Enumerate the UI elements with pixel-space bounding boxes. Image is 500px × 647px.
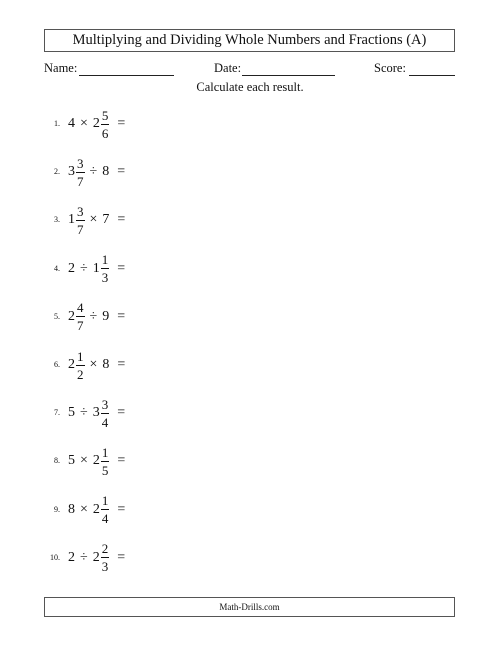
fraction bbox=[76, 157, 85, 188]
whole-number: 2 bbox=[68, 549, 75, 565]
problem-expression bbox=[68, 104, 125, 144]
fraction-denominator: 3 bbox=[101, 559, 109, 575]
whole-number: 4 bbox=[68, 116, 75, 131]
fraction bbox=[101, 446, 110, 477]
worksheet-title: Multiplying and Dividing Whole Numbers and Fractions (A) bbox=[72, 32, 427, 48]
operator: ÷ bbox=[80, 549, 88, 565]
fraction-numerator: 3 bbox=[77, 203, 84, 219]
whole-number: 9 bbox=[102, 308, 110, 324]
operator: ÷ bbox=[80, 405, 88, 421]
fraction bbox=[76, 205, 85, 236]
problem-number: 10. bbox=[50, 552, 60, 562]
whole-number: 8 bbox=[102, 357, 110, 372]
equals-sign: = bbox=[117, 357, 126, 372]
problem-number: 3. bbox=[54, 215, 60, 225]
problem-number: 9. bbox=[54, 504, 60, 514]
fraction-numerator: 3 bbox=[77, 155, 84, 171]
footer-box bbox=[44, 597, 455, 617]
fraction bbox=[101, 398, 110, 429]
name-label: Name: bbox=[44, 61, 78, 75]
fraction-numerator: 1 bbox=[101, 252, 109, 268]
whole-number: 1 bbox=[92, 260, 100, 276]
operator: × bbox=[80, 501, 88, 517]
whole-number: 8 bbox=[68, 501, 75, 517]
whole-number: 2 bbox=[68, 308, 75, 324]
equals-sign: = bbox=[117, 549, 126, 565]
problem-expression bbox=[68, 249, 125, 289]
problem-number: 4. bbox=[54, 263, 60, 273]
fraction-denominator: 3 bbox=[101, 270, 109, 286]
worksheet-title-box bbox=[44, 29, 455, 52]
problem-row bbox=[0, 441, 400, 481]
operator: ÷ bbox=[80, 260, 88, 276]
problem-number: 1. bbox=[54, 119, 60, 128]
problem-number: 8. bbox=[54, 456, 60, 466]
problem-row bbox=[0, 393, 400, 433]
problem-number: 5. bbox=[54, 311, 60, 321]
fraction bbox=[76, 301, 85, 332]
fraction-numerator: 1 bbox=[101, 444, 109, 460]
problem-expression bbox=[68, 538, 125, 578]
operator: ÷ bbox=[89, 308, 98, 324]
problem-row bbox=[0, 249, 400, 289]
equals-sign: = bbox=[117, 308, 126, 324]
fraction-numerator: 1 bbox=[77, 348, 84, 364]
problem-expression bbox=[68, 297, 125, 337]
fraction bbox=[76, 350, 85, 381]
whole-number: 7 bbox=[102, 212, 110, 228]
fraction-numerator: 5 bbox=[101, 107, 109, 123]
problem-expression bbox=[68, 345, 125, 385]
equals-sign: = bbox=[117, 116, 126, 131]
instructions: Calculate each result. bbox=[196, 80, 304, 94]
fraction-numerator: 2 bbox=[101, 541, 109, 557]
whole-number: 2 bbox=[68, 357, 75, 372]
operator: × bbox=[89, 357, 98, 372]
problem-row bbox=[0, 152, 400, 192]
whole-number: 2 bbox=[92, 549, 100, 565]
whole-number: 5 bbox=[68, 453, 75, 469]
fraction-numerator: 1 bbox=[101, 493, 109, 509]
operator: × bbox=[80, 453, 88, 469]
operator: ÷ bbox=[89, 164, 98, 180]
equals-sign: = bbox=[117, 212, 126, 228]
fraction-denominator: 2 bbox=[77, 366, 84, 382]
fraction bbox=[101, 109, 110, 140]
date-line bbox=[242, 75, 335, 76]
operator: × bbox=[89, 212, 98, 228]
fraction-numerator: 4 bbox=[77, 300, 84, 316]
fraction bbox=[101, 494, 110, 525]
problem-expression bbox=[68, 200, 125, 240]
fraction-numerator: 3 bbox=[101, 396, 109, 412]
whole-number: 2 bbox=[92, 453, 100, 469]
whole-number: 3 bbox=[92, 405, 100, 421]
fraction bbox=[101, 253, 110, 284]
whole-number: 2 bbox=[92, 116, 100, 131]
problem-expression bbox=[68, 393, 125, 433]
score-line bbox=[409, 75, 455, 76]
equals-sign: = bbox=[117, 501, 126, 517]
equals-sign: = bbox=[117, 405, 126, 421]
problem-row bbox=[0, 490, 400, 530]
problem-number: 6. bbox=[54, 360, 60, 369]
fraction-denominator: 7 bbox=[77, 221, 84, 237]
name-line bbox=[79, 75, 174, 76]
equals-sign: = bbox=[117, 164, 126, 180]
problem-number: 2. bbox=[54, 167, 60, 177]
problem-number: 7. bbox=[54, 408, 60, 418]
fraction-denominator: 6 bbox=[101, 125, 109, 141]
problem-row bbox=[0, 200, 400, 240]
problem-row bbox=[0, 297, 400, 337]
whole-number: 8 bbox=[102, 164, 110, 180]
problem-expression bbox=[68, 441, 125, 481]
operator: × bbox=[80, 116, 88, 131]
problem-expression bbox=[68, 152, 125, 192]
problem-row bbox=[0, 345, 400, 385]
problem-expression bbox=[68, 490, 125, 530]
problem-row bbox=[0, 538, 400, 578]
whole-number: 2 bbox=[92, 501, 100, 517]
whole-number: 3 bbox=[68, 164, 75, 180]
student-info-row bbox=[0, 61, 500, 81]
fraction-denominator: 7 bbox=[77, 173, 84, 189]
whole-number: 2 bbox=[68, 260, 75, 276]
equals-sign: = bbox=[117, 260, 126, 276]
fraction-denominator: 4 bbox=[101, 511, 109, 527]
fraction-denominator: 7 bbox=[77, 318, 84, 334]
fraction bbox=[101, 542, 110, 573]
footer-text: Math-Drills.com bbox=[219, 602, 280, 612]
fraction-denominator: 4 bbox=[101, 414, 109, 430]
whole-number: 5 bbox=[68, 405, 75, 421]
equals-sign: = bbox=[117, 453, 126, 469]
fraction-denominator: 5 bbox=[101, 462, 109, 478]
problem-row bbox=[0, 104, 400, 144]
whole-number: 1 bbox=[68, 212, 75, 228]
date-label: Date: bbox=[214, 61, 242, 75]
score-label: Score: bbox=[374, 61, 406, 75]
